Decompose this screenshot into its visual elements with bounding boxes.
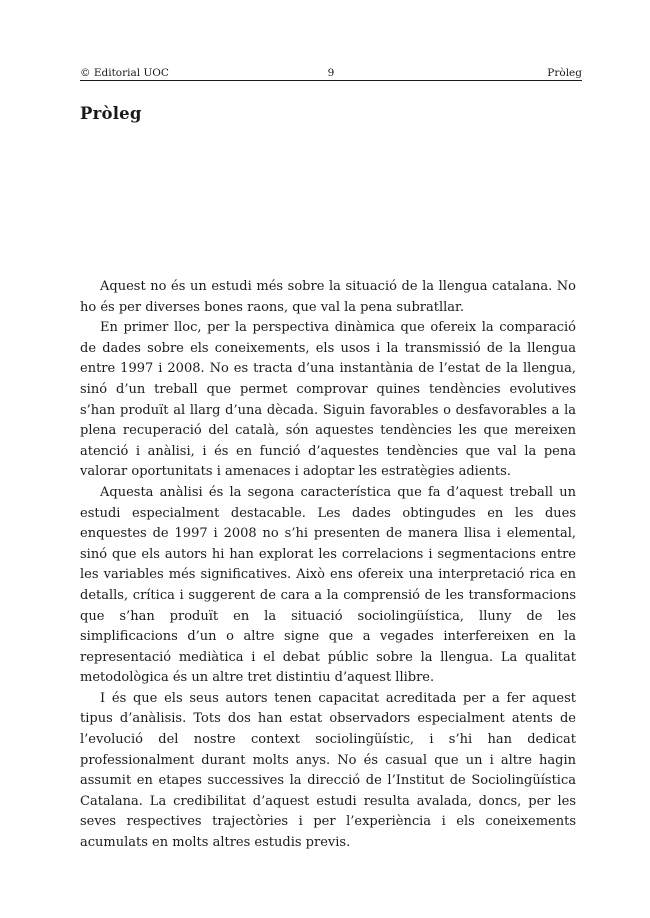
paragraph: I és que els seus autors tenen capacitat acreditada per a fer aquest tipus d’anàlisis. Tots dos han estat observadors especialment atents de l’evolució del nostre context sociolingüístic, i s’hi han dedicat professionalment durant molts anys. No és casual que un i altre hagin assumit en etapes successives la direcció de l’Institut de Sociolingüística Catalana. La credibilitat d’aquest estudi resulta avalada, doncs, per les seves respectives trajectòries i per l’experiència i els coneixements acumulats en molts altres estudis previs. [80, 690, 576, 851]
paragraph: Aquesta anàlisi és la segona característica que fa d’aquest treball un estudi especialment destacable. Les dades obtingudes en les dues enquestes de 1997 i 2008 no s’hi presenten de manera llisa i elemental, sinó que els autors hi han explorat les correlacions i segmentacions entre les variables més significatives. Això ens ofereix una interpretació rica en detalls, crítica i suggerent de cara a la comprensió de les transformacions que s’han produït en la situació sociolingüística, lluny de les simplificacions d’un o altre signe que a vegades interfereixen en la representació mediàtica i el debat públic sobre la llengua. La qualitat metodològica és un altre tret distintiu d’aquest llibre. [80, 484, 576, 686]
header-rule [80, 80, 582, 81]
chapter-title: Pròleg [80, 104, 142, 123]
paragraph: Aquest no és un estudi més sobre la situació de la llengua catalana. No ho és per diverses bones raons, que val la pena subratllar. [80, 279, 576, 315]
header-publisher: © Editorial UOC [80, 67, 169, 79]
header-page-number: 9 [327, 67, 335, 79]
paragraph: En primer lloc, per la perspectiva dinàmica que ofereix la comparació de dades sobre els coneixements, els usos i la transmissió de la llengua entre 1997 i 2008. No es tracta d’una instantània de l’estat de la llengua, sinó d’un treball que permet comprovar quines tendències evolutives s’han produït al llarg d’una dècada. Siguin favorables o desfavorables a la plena recuperació del català, són aquestes tendències les que mereixen atenció i anàlisi, i és en funció d’aquestes tendències que val la pena valorar oportunitats i amenaces i adoptar les estratègies adients. [80, 320, 576, 480]
header-section-title: Pròleg [547, 67, 582, 79]
running-header [80, 66, 582, 80]
body-text [80, 277, 576, 854]
